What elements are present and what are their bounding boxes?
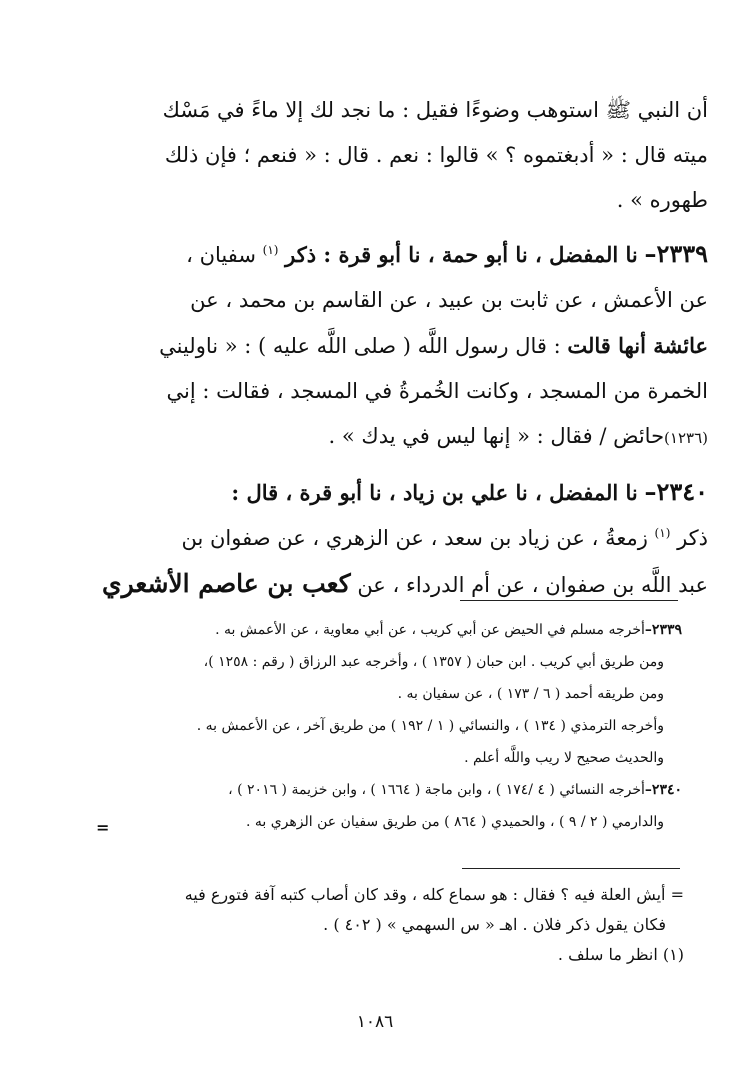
hadith-2339 (40, 231, 708, 461)
hadith-continuation (40, 88, 708, 223)
footnote-ref: (١) (654, 526, 671, 540)
footnote-line: فكان يقول ذكر فلان . اهـ « س السهمي » ( ٤٠٢ ) . (323, 915, 666, 934)
text-line: سفيان ، (186, 243, 256, 267)
text-line: أن النبي ﷺ استوهب وضوءًا فقيل : ما نجد لك إلا ماءً في مَسْك (162, 98, 708, 122)
note-text: أخرجه النسائي ( ٤ /١٧٤ ) ، وابن ماجة ( ١٦٦٤ ) ، وابن خزيمة ( ٢٠١٦ ) ، (228, 782, 645, 798)
footnote-divider (460, 600, 678, 601)
note-line (70, 710, 682, 742)
note-text: ومن طريقه أحمد ( ٦ / ١٧٣ ) ، عن سفيان به . (397, 686, 664, 702)
text-line: عن الأعمش ، عن ثابت بن عبيد ، عن القاسم بن محمد ، عن (190, 288, 708, 312)
hadith-number: ٢٣٣٩– (644, 239, 708, 268)
text-line: زمعةُ ، عن زياد بن سعد ، عن الزهري ، عن صفوان بن (181, 526, 648, 550)
note-number: ٢٣٤٠– (644, 782, 682, 798)
narrator-name: عائشة أنها قالت (567, 333, 708, 358)
note-text: والحديث صحيح لا ريب واللَّه أعلم . (464, 750, 664, 766)
takhrij-notes (70, 614, 682, 838)
note-text: والدارمي ( ٢ / ٩ ) ، والحميدي ( ٨٦٤ ) من طريق سفيان عن الزهري به . (245, 814, 664, 830)
hadith-2340 (40, 469, 708, 608)
note-line (70, 646, 682, 678)
text-line: ميته قال : « أدبغتموه ؟ » قالوا : نعم . قال : « فنعم ؛ فإن ذلك (164, 143, 708, 167)
text-line: الخمرة من المسجد ، وكانت الخُمرةُ في المسجد ، فقالت : إني (166, 379, 708, 403)
continuation-mark: = (96, 818, 110, 837)
text-line: نا المفضل ، نا أبو حمة ، نا أبو قرة : ذكر (285, 242, 638, 267)
note-line (70, 678, 682, 710)
note-line (70, 742, 682, 774)
footnotes (40, 880, 684, 970)
text-line: نا المفضل ، نا علي بن زياد ، نا أبو قرة ، قال : (231, 480, 638, 505)
page-number: ١٠٨٦ (356, 1012, 394, 1032)
text-line: حائض / فقال : « إنها ليس في يدك » . (328, 424, 665, 448)
text-line: ذكر (677, 526, 708, 550)
text-line: عبد اللَّه بن صفوان ، عن أم الدرداء ، عن (357, 573, 708, 597)
hadith-number: ٢٣٤٠– (644, 477, 708, 506)
main-text (40, 88, 708, 608)
text-line: : قال رسول اللَّه ( صلى اللَّه عليه ) : « ناوليني (159, 334, 561, 358)
footnote-ref: (١) (262, 243, 279, 257)
footnote-line: (١) انظر ما سلف . (557, 945, 684, 964)
note-text: أخرجه مسلم في الحيض عن أبي كريب ، عن أبي معاوية ، عن الأعمش به . (215, 622, 645, 638)
note-number: ٢٣٣٩– (644, 622, 682, 638)
manuscript-page-ref: (١٢٣٦) (664, 429, 708, 447)
footnote-divider (462, 868, 680, 869)
footnote-line: = أيش العلة فيه ؟ فقال : هو سماع كله ، وقد كان أصاب كتبه آفة فتورع فيه (184, 885, 684, 904)
note-text: ومن طريق أبي كريب . ابن حبان ( ١٣٥٧ ) ، وأخرجه عبد الرزاق ( رقم : ١٢٥٨ )، (203, 654, 664, 670)
text-line: طهوره » . (616, 188, 708, 212)
note-line (70, 806, 682, 838)
note-text: وأخرجه الترمذي ( ١٣٤ ) ، والنسائي ( ١ / ١٩٢ ) من طريق آخر ، عن الأعمش به . (196, 718, 664, 734)
narrator-name: كعب بن عاصم الأشعري (102, 569, 351, 598)
note-line (70, 614, 682, 646)
note-line (70, 774, 682, 806)
